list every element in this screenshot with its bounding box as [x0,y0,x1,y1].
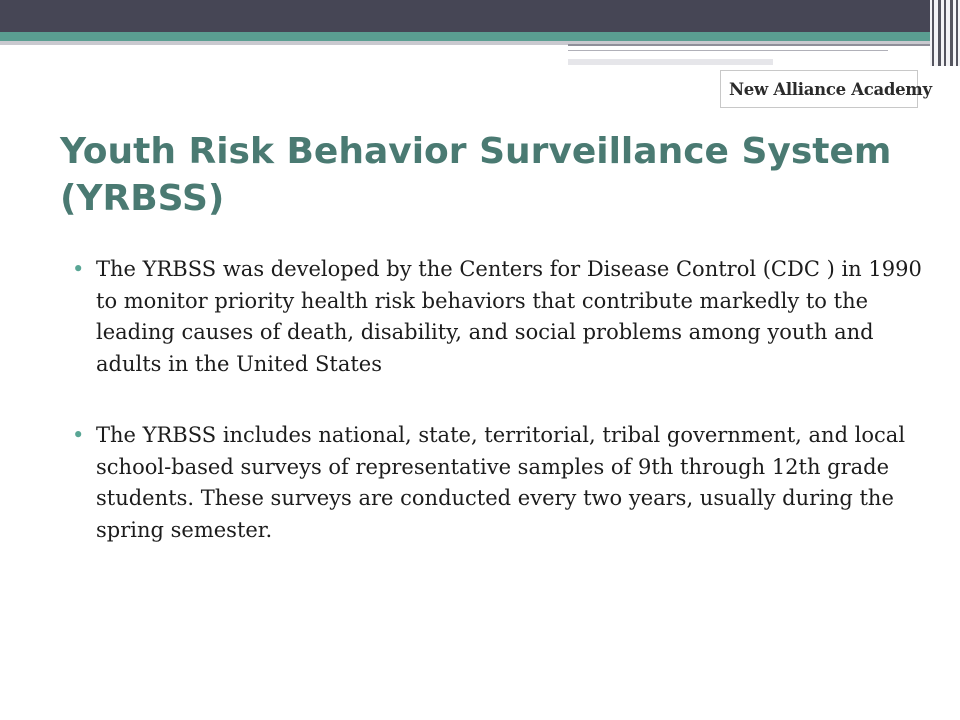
bullet-text: The YRBSS was developed by the Centers for Disease Control (CDC ) in 1990 to monitor priority health risk behaviors that contribute markedly to the leading causes of death, disability, and social problems among youth and adults in the United States [96,257,922,376]
bullet-item [72,420,922,546]
bullet-marker: • [72,423,85,447]
header-accent-line [568,44,930,46]
header-right-stripes [930,0,960,66]
bullet-marker: • [72,257,85,281]
header-dark-bar [0,0,930,32]
bullet-list [72,254,922,546]
bullet-text: The YRBSS includes national, state, territorial, tribal government, and local school-based surveys of representative samples of 9th through 12th grade students. These surveys are conducted every two years, usually during the spring semester. [96,423,906,542]
logo-text: New Alliance Academy [729,79,932,99]
bullet-item [72,254,922,380]
academy-logo [720,70,932,108]
header-accent-line [568,59,773,65]
header-accent-line [568,50,888,51]
slide-title: Youth Risk Behavior Surveillance System (YRBSS) [60,131,892,219]
header-teal-band [0,32,930,41]
